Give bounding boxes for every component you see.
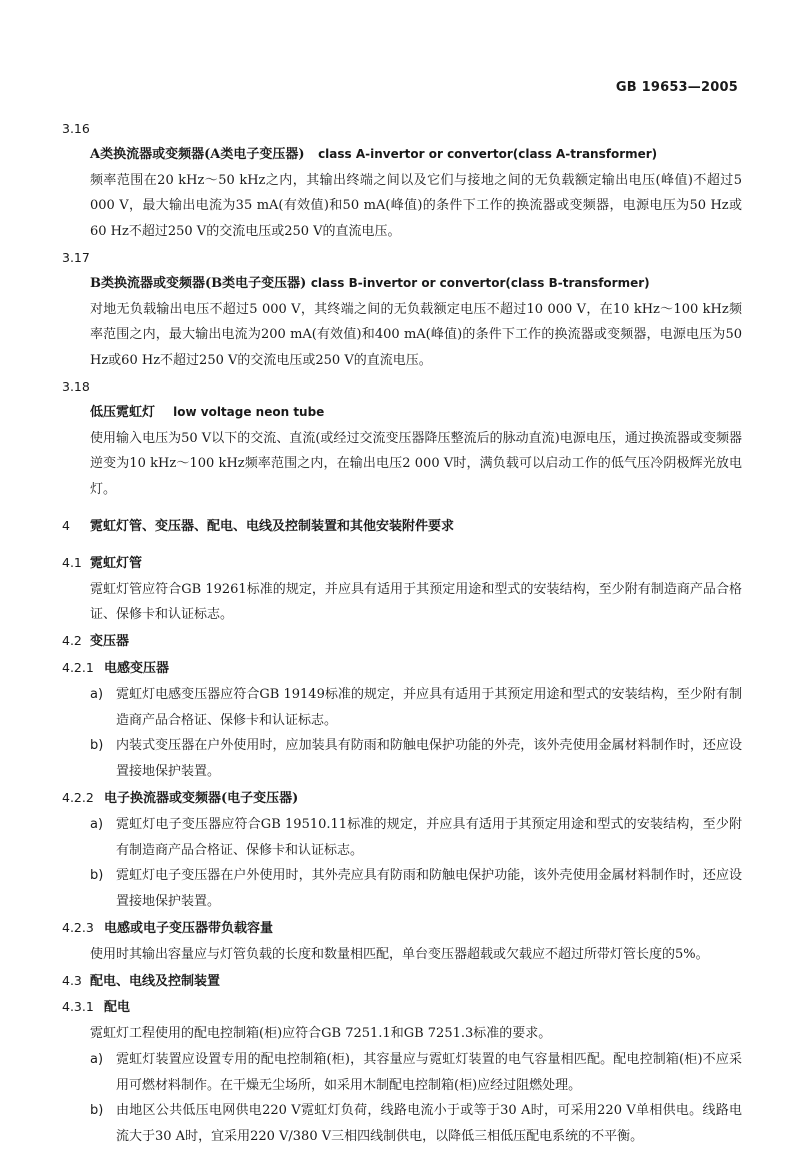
list-item-text: 霓虹灯电感变压器应符合GB 19149标准的规定，并应具有适用于其预定用途和型式的安装结构，至少附有制造商产品合格证、保修卡和认证标志。 bbox=[116, 686, 742, 728]
section-number: 4.3 bbox=[62, 972, 82, 988]
section-number: 4 bbox=[62, 517, 70, 533]
section-number: 4.2.1 bbox=[62, 659, 94, 675]
paragraph-4-3-1: 霓虹灯工程使用的配电控制箱(柜)应符合GB 7251.1和GB 7251.3标准的要求。 bbox=[90, 1026, 552, 1042]
section-number: 4.2.2 bbox=[62, 789, 94, 805]
list-item-text: 霓虹灯电子变压器在户外使用时，其外壳应具有防雨和防触电保护功能，该外壳使用金属材料制作时，还应设置接地保护装置。 bbox=[116, 868, 742, 910]
section-title: 电感或电子变压器带负载容量 bbox=[104, 920, 274, 936]
section-heading-4-3-1 bbox=[62, 994, 742, 1021]
term-zh: B类换流器或变频器(B类电子变压器) bbox=[90, 275, 307, 291]
list-item-text: 由地区公共低压电网供电220 V霓虹灯负荷，线路电流小于或等于30 A时，可采用220 V单相供电。线路电流大于30 A时，宜采用220 V/380 V三相四线制供电，以降低三相低压配电系统的不平衡。 bbox=[116, 1103, 742, 1145]
section-heading-4-2-2 bbox=[62, 785, 742, 812]
term-en: class A-invertor or convertor(class A-transformer) bbox=[318, 146, 658, 161]
definition-3-16: 频率范围在20 kHz～50 kHz之内，其输出终端之间以及它们与接地之间的无负载额定输出电压(峰值)不超过5 000 V，最大输出电流为35 mA(有效值)和50 mA(峰值)的条件下工作的换流器或变频器，电源电压为50 Hz或60 Hz不超过250 V的交流电压或250 V的直流电压。 bbox=[90, 172, 742, 240]
section-number: 4.3.1 bbox=[62, 999, 94, 1015]
term-3-17 bbox=[62, 271, 742, 297]
list-item-4-3-1-b bbox=[62, 1098, 742, 1150]
term-zh: 低压霓虹灯 bbox=[90, 404, 156, 420]
section-number: 4.2.3 bbox=[62, 919, 94, 935]
document-body bbox=[62, 116, 742, 1150]
list-item-text: 霓虹灯装置应设置专用的配电控制箱(柜)，其容量应与霓虹灯装置的电气容量相匹配。配电控制箱(柜)不应采用可燃材料制作。在干燥无尘场所，如采用木制配电控制箱(柜)应经过阻燃处理。 bbox=[116, 1051, 742, 1093]
term-zh: A类换流器或变频器(A类电子变压器) bbox=[90, 146, 305, 162]
list-item-label: a) bbox=[90, 1051, 104, 1067]
term-en: low voltage neon tube bbox=[173, 404, 325, 419]
section-heading-4-2-3 bbox=[62, 915, 742, 942]
section-heading-4 bbox=[62, 513, 742, 540]
list-item-4-2-2-a bbox=[62, 812, 742, 864]
clause-number-3-16: 3.16 bbox=[62, 121, 90, 136]
section-title: 配电 bbox=[104, 1000, 131, 1016]
list-item-text: 内装式变压器在户外使用时，应加装具有防雨和防触电保护功能的外壳，该外壳使用金属材料制作时，还应设置接地保护装置。 bbox=[116, 738, 742, 780]
section-heading-4-3 bbox=[62, 968, 742, 995]
list-item-label: b) bbox=[90, 868, 104, 884]
section-title: 霓虹灯管、变压器、配电、电线及控制装置和其他安装附件要求 bbox=[90, 518, 455, 534]
paragraph-4-1: 霓虹灯管应符合GB 19261标准的规定，并应具有适用于其预定用途和型式的安装结构，至少附有制造商产品合格证、保修卡和认证标志。 bbox=[90, 581, 742, 623]
clause-number-3-17: 3.17 bbox=[62, 249, 90, 265]
term-3-16 bbox=[62, 142, 742, 168]
list-item-4-2-2-b bbox=[62, 863, 742, 915]
paragraph-4-2-3: 使用时其输出容量应与灯管负载的长度和数量相匹配，单台变压器超载或欠载应不超过所带灯管长度的5%。 bbox=[90, 946, 709, 962]
definition-3-17: 对地无负载输出电压不超过5 000 V，其终端之间的无负载额定电压不超过10 000 V，在10 kHz～100 kHz频率范围之内，最大输出电流为200 mA(有效值)和400 mA(峰值)的条件下工作的换流器或变频器，电源电压为50 Hz或60 Hz不超过250 V的交流电压或250 V的直流电压。 bbox=[90, 301, 742, 369]
list-item-label: b) bbox=[90, 738, 104, 754]
section-number: 4.2 bbox=[62, 633, 82, 649]
list-item-label: b) bbox=[90, 1103, 104, 1119]
section-heading-4-2-1 bbox=[62, 655, 742, 682]
list-item-4-3-1-a bbox=[62, 1047, 742, 1099]
definition-3-18: 使用输入电压为50 V以下的交流、直流(或经过交流变压器降压整流后的脉动直流)电源电压，通过换流器或变频器逆变为10 kHz～100 kHz频率范围之内，在输出电压2 000 V时，满负载可以启动工作的低气压冷阴极辉光放电灯。 bbox=[90, 430, 742, 498]
section-heading-4-1 bbox=[62, 550, 742, 577]
section-number: 4.1 bbox=[62, 554, 82, 570]
list-item-4-2-1-b bbox=[62, 733, 742, 785]
section-title: 霓虹灯管 bbox=[90, 555, 143, 571]
clause-number-3-18: 3.18 bbox=[62, 378, 90, 394]
list-item-4-2-1-a bbox=[62, 682, 742, 734]
section-title: 电子换流器或变频器(电子变压器) bbox=[104, 790, 299, 806]
term-en: class B-invertor or convertor(class B-transformer) bbox=[310, 275, 650, 290]
section-title: 电感变压器 bbox=[104, 660, 170, 676]
section-title: 变压器 bbox=[90, 634, 130, 650]
list-item-text: 霓虹灯电子变压器应符合GB 19510.11标准的规定，并应具有适用于其预定用途和型式的安装结构，至少附有制造商产品合格证、保修卡和认证标志。 bbox=[116, 816, 742, 858]
list-item-label: a) bbox=[90, 816, 104, 832]
section-title: 配电、电线及控制装置 bbox=[90, 973, 221, 989]
standard-number: GB 19653—2005 bbox=[615, 80, 738, 95]
list-item-label: a) bbox=[90, 686, 104, 702]
section-heading-4-2 bbox=[62, 628, 742, 655]
term-3-18 bbox=[62, 400, 742, 426]
